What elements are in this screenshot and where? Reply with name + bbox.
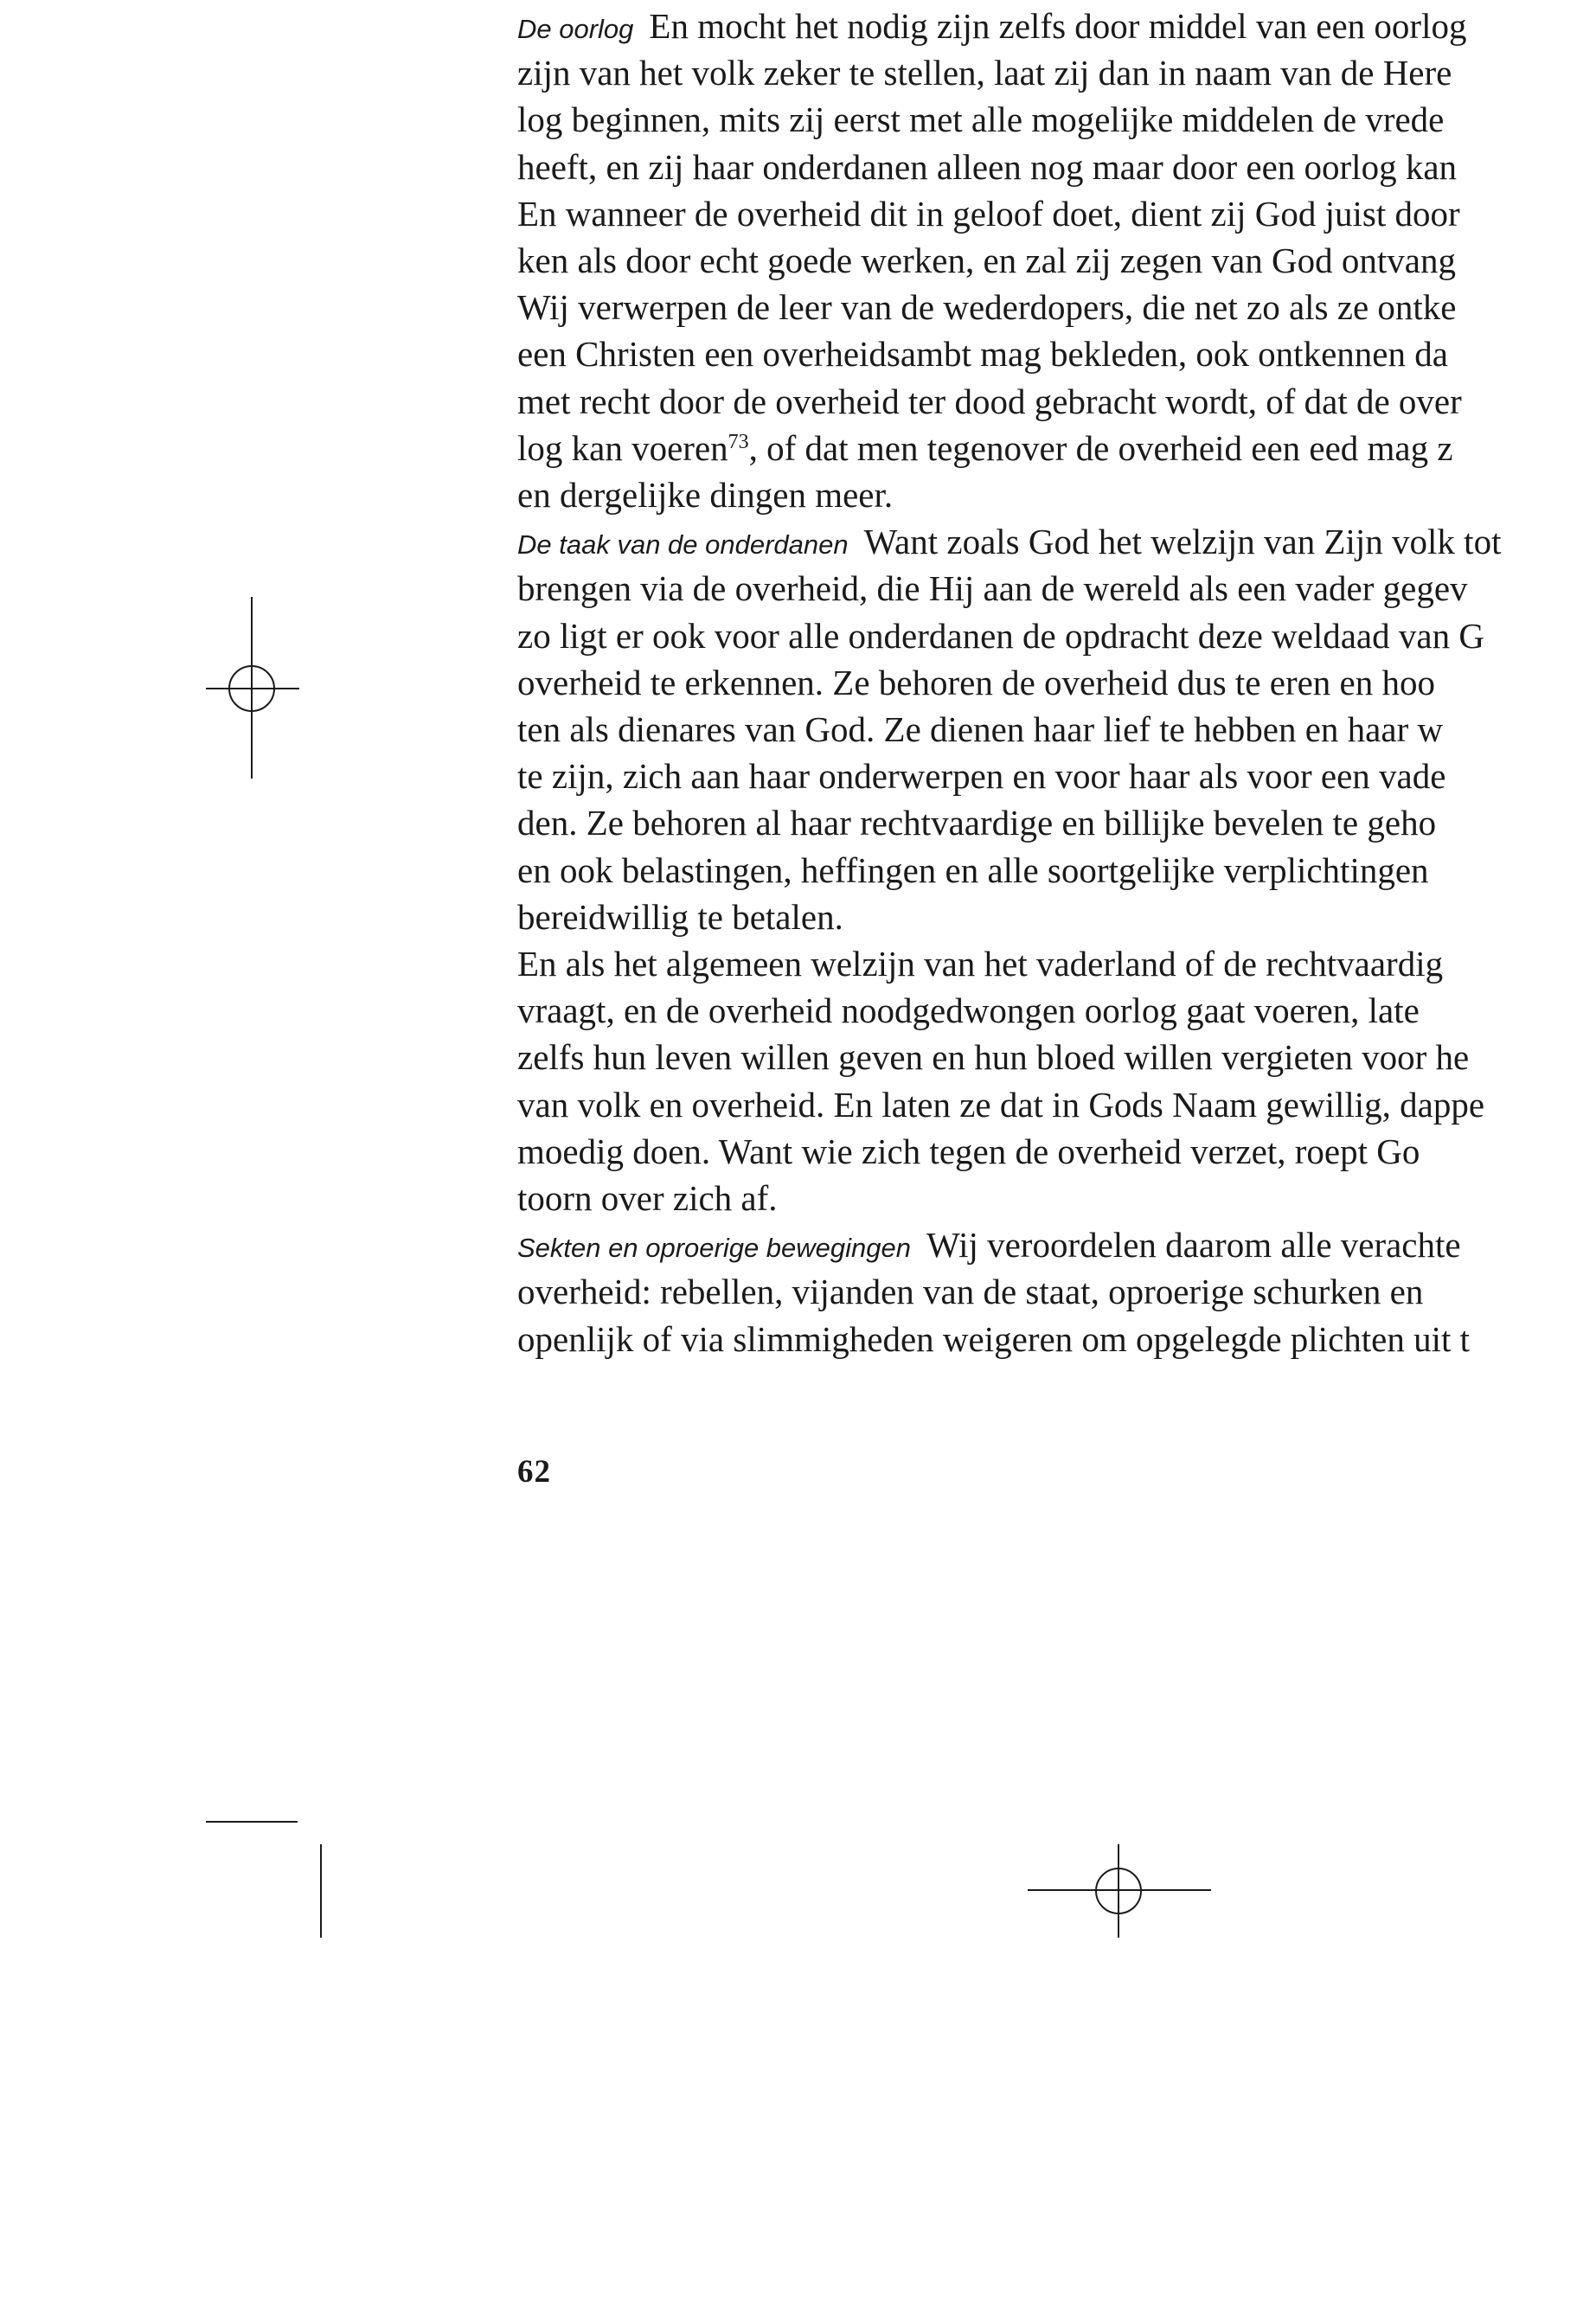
line-text: zijn van het volk zeker te stellen, laat zij dan in naam van de Here [517, 53, 1452, 93]
line-text: log beginnen, mits zij eerst met alle mogelijke middelen de vrede [517, 99, 1445, 140]
line-text: zo ligt er ook voor alle onderdanen de opdracht deze weldaad van G [517, 615, 1484, 656]
line-text: moedig doen. Want wie zich tegen de overheid verzet, roept Go [517, 1131, 1420, 1171]
line-text: toorn over zich af. [517, 1178, 778, 1218]
text-line [517, 284, 1457, 330]
registration-circle-left [228, 665, 275, 712]
margin-heading: Sekten en oproerige bewegingen [517, 1233, 912, 1264]
line-text: den. Ze behoren al haar rechtvaardige en billijke bevelen te geho [517, 803, 1437, 843]
text-line [517, 144, 1457, 190]
text-line [517, 1081, 1484, 1128]
footnote-reference: 73 [727, 430, 749, 453]
crop-mark-horizontal-bottom-left [206, 1821, 298, 1823]
line-text: een Christen een overheidsambt mag bekleden, ook ontkennen da [517, 334, 1448, 375]
text-line [517, 894, 843, 940]
line-text: Want zoals God het welzijn van Zijn volk tot [863, 522, 1502, 562]
text-line [517, 753, 1445, 799]
text-line [517, 49, 1452, 96]
line-text: openlijk of via slimmigheden weigeren om opgelegde plichten uit t [517, 1318, 1471, 1359]
text-line [517, 330, 1448, 377]
margin-heading: De oorlog [517, 14, 634, 44]
line-text: En mocht het nodig zijn zelfs door middel van een oorlog [649, 6, 1467, 46]
text-line [517, 940, 1443, 987]
text-line [517, 471, 893, 518]
text-line [517, 378, 1462, 425]
text-line [517, 1128, 1420, 1175]
text-line [517, 1268, 1423, 1315]
line-text: Wij veroordelen daarom alle verachte [926, 1225, 1461, 1266]
text-line [517, 1034, 1469, 1080]
text-line [517, 518, 1501, 565]
line-text: en ook belastingen, heffingen en alle soortgelijke verplichtingen [517, 849, 1429, 890]
line-text: Wij verwerpen de leer van de wederdopers, die net zo als ze ontke [517, 287, 1457, 328]
line-text: En als het algemeen welzijn van het vaderland of de rechtvaardig [517, 944, 1444, 984]
line-text: met recht door de overheid ter dood gebracht wordt, of dat de over [517, 381, 1462, 421]
margin-heading: De taak van de onderdanen [517, 529, 849, 561]
text-line [517, 3, 1466, 49]
text-line [517, 987, 1420, 1034]
text-line [517, 1175, 778, 1221]
text-line [517, 659, 1435, 706]
line-text: te zijn, zich aan haar onderwerpen en voor haar als voor een vade [517, 756, 1446, 797]
text-line [517, 565, 1468, 612]
text-line [517, 1221, 1461, 1268]
line-text-continued: , of dat men tegenover de overheid een eed mag z [748, 427, 1453, 468]
text-line [517, 799, 1436, 846]
line-text: En wanneer de overheid dit in geloof doet, dient zij God juist door [517, 193, 1460, 234]
registration-circle-bottom [1095, 1868, 1142, 1914]
line-text: en dergelijke dingen meer. [517, 475, 894, 515]
line-text: zelfs hun leven willen geven en hun bloed willen vergieten voor he [517, 1037, 1470, 1078]
body-text [517, 0, 1596, 1384]
text-line [517, 237, 1456, 284]
crop-mark-vertical-bottom-left [320, 1844, 322, 1938]
line-text: van volk en overheid. En laten ze dat in Gods Naam gewillig, dappe [517, 1084, 1485, 1125]
line-text: ten als dienares van God. Ze dienen haar lief te hebben en haar w [517, 709, 1444, 749]
line-text: overheid te erkennen. Ze behoren de overheid dus te eren en hoo [517, 662, 1435, 702]
line-text: overheid: rebellen, vijanden van de staat, oproerige schurken en [517, 1272, 1424, 1312]
line-text: log kan voeren [517, 427, 728, 468]
text-line [517, 96, 1444, 143]
page-number: 62 [517, 1454, 551, 1490]
line-text: bereidwillig te betalen. [517, 896, 843, 937]
text-line [517, 706, 1443, 753]
text-line [517, 847, 1429, 894]
text-line [517, 1316, 1470, 1362]
line-text: heeft, en zij haar onderdanen alleen nog maar door een oorlog kan [517, 146, 1458, 187]
line-text: brengen via de overheid, die Hij aan de wereld als een vader gegev [517, 568, 1468, 609]
text-line [517, 190, 1460, 237]
line-text: ken als door echt goede werken, en zal zij zegen van God ontvang [517, 240, 1456, 280]
line-text: vraagt, en de overheid noodgedwongen oorlog gaat voeren, late [517, 990, 1420, 1031]
text-line [517, 425, 1453, 471]
text-line [517, 612, 1484, 659]
